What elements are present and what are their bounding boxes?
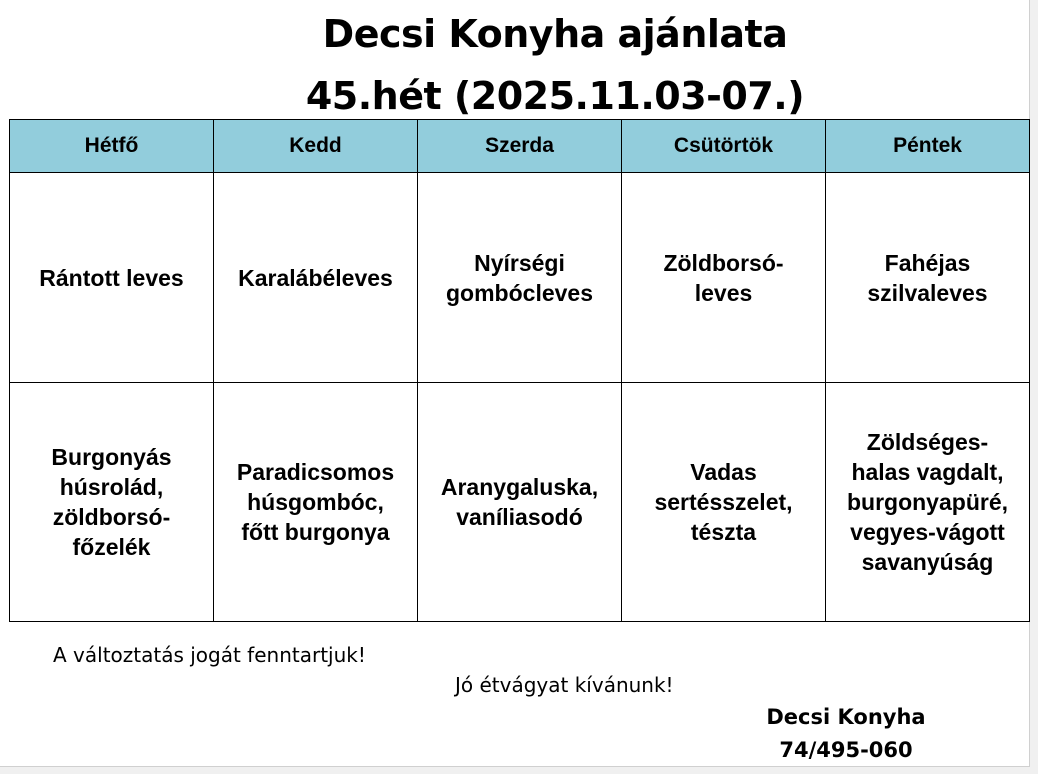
main-line: savanyúság [861,549,994,575]
soup-line: Karalábéleves [238,264,393,291]
main-line: burgonyapüré, [846,489,1008,515]
day-header-thursday: Csütörtök [622,120,826,173]
main-line: húsgombóc, [247,489,384,515]
main-line: Zöldséges- [866,429,989,455]
day-header-tuesday: Kedd [214,120,418,173]
soup-line: Zöldborsó- [663,249,784,276]
main-line: zöldborsó- [52,504,171,530]
soup-cell-wednesday [418,173,622,383]
soup-line: Nyírségi [474,249,565,276]
main-line: tészta [690,519,757,545]
main-line: Paradicsomos [236,459,395,485]
main-cell-friday [826,383,1030,622]
day-header-monday: Hétfő [10,120,214,173]
soup-line: Fahéjas [884,249,971,276]
main-line: főtt burgonya [241,519,390,545]
soup-cell-thursday [622,173,826,383]
main-cell-monday [10,383,214,622]
main-line: vaníliasodó [456,504,583,530]
change-rights-note: A változtatás jogát fenntartjuk! [53,643,366,667]
main-line: halas vagdalt, [851,459,1004,485]
main-course-row [10,383,1030,622]
soup-cell-monday [10,173,214,383]
weekly-menu-table [9,119,1030,622]
soup-line: gombócleves [446,279,593,306]
main-cell-tuesday [214,383,418,622]
main-line: főzelék [72,534,151,560]
main-line: Aranygaluska, [440,474,599,500]
main-line: vegyes-vágott [850,519,1005,545]
signature-name: Decsi Konyha [766,705,926,729]
main-cell-wednesday [418,383,622,622]
week-subtitle: 45.hét (2025.11.03-07.) [305,74,805,118]
main-line: húsrolád, [59,474,164,500]
main-cell-thursday [622,383,826,622]
day-header-wednesday: Szerda [418,120,622,173]
signature-phone: 74/495-060 [779,738,913,762]
main-line: sertésszelet, [654,489,793,515]
soup-line: Rántott leves [39,264,184,291]
soup-cell-friday [826,173,1030,383]
bon-appetit-note: Jó étvágyat kívánunk! [455,673,674,697]
soup-row [10,173,1030,383]
soup-cell-tuesday [214,173,418,383]
day-header-row [10,120,1030,173]
soup-line: leves [694,279,753,306]
main-line: Burgonyás [51,444,172,470]
page-title: Decsi Konyha ajánlata [322,12,788,56]
day-header-friday: Péntek [826,120,1030,173]
main-line: Vadas [690,459,757,485]
soup-line: szilvaleves [867,279,988,306]
